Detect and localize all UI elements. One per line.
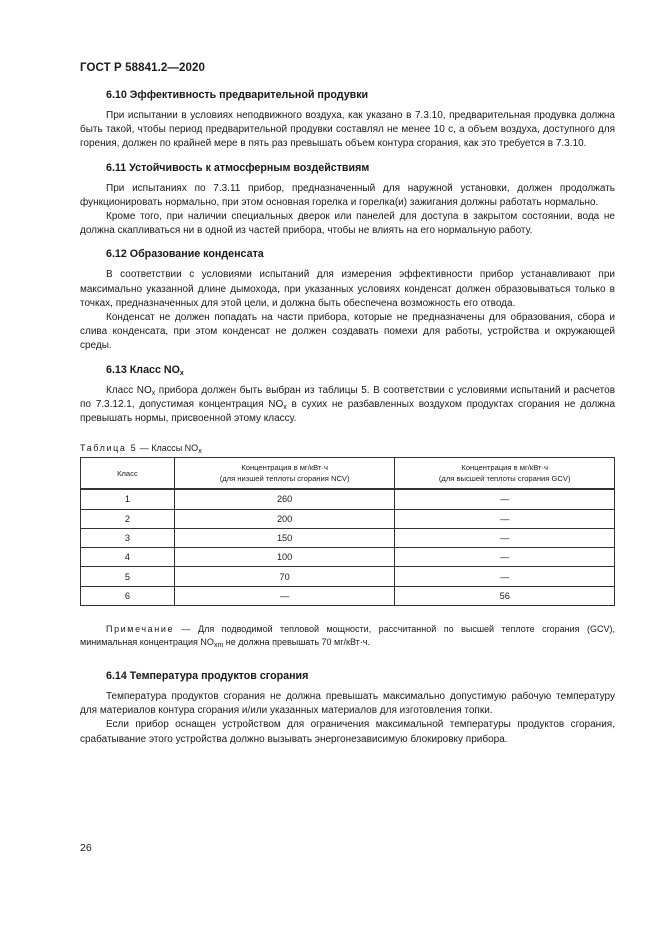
table-row [81, 586, 615, 605]
section-6-10 [80, 88, 615, 152]
column-header-class: Класс [81, 458, 175, 490]
section-heading: 6.12 Образование конденсата [106, 248, 264, 261]
ncv-cell: 70 [174, 567, 395, 586]
section-heading: 6.14 Температура продуктов сгорания [106, 670, 309, 683]
column-header-gcv: Концентрация в мг/кВт·ч (для высшей теплоты сгорания GCV) [395, 458, 615, 490]
table-row [81, 567, 615, 586]
gcv-cell: — [395, 528, 615, 547]
document-header: ГОСТ Р 58841.2—2020 [80, 62, 205, 74]
table-note: Примечание — Для подводимой тепловой мощности, рассчитанной по высшей теплоте сгорания (GCV), минимальная концентрация $NO_{xm}$ не должна превышать 70 мг/кВт·ч. [80, 624, 615, 650]
document-body [80, 88, 615, 756]
column-header-ncv: Концентрация в мг/кВт·ч (для низшей теплоты сгорания NCV) [174, 458, 395, 490]
paragraph: Кроме того, при наличии специальных дверок или панелей для доступа в закрытом состоянии, вода не должна скапливаться ни в одной из частей прибора, чтобы не влиять на его нормальную работу. [80, 211, 615, 237]
gcv-cell: — [395, 567, 615, 586]
gcv-cell: 56 [395, 586, 615, 605]
paragraph: Температура продуктов сгорания не должна превышать максимально допустимую рабочую температуру для материалов контура сгорания и/или указанных материалов для изготовления топки. [80, 691, 615, 717]
class-cell: 4 [81, 548, 175, 567]
ncv-cell: 200 [174, 509, 395, 528]
class-cell: 6 [81, 586, 175, 605]
section-6-12 [80, 247, 615, 353]
ncv-cell: 100 [174, 548, 395, 567]
page-number: 26 [80, 842, 92, 854]
ncv-cell: — [174, 586, 395, 605]
table-caption: Таблица 5 — Классы $NO_x$ [80, 443, 202, 456]
section-heading: 6.11 Устойчивость к атмосферным воздействиям [106, 161, 370, 174]
ncv-cell: 150 [174, 528, 395, 547]
nox-classes-table [80, 457, 615, 606]
gcv-cell: — [395, 509, 615, 528]
table-header-row [81, 458, 615, 490]
gcv-cell: — [395, 548, 615, 567]
paragraph: При испытаниях по 7.3.11 прибор, предназначенный для наружной установки, должен продолжать функционировать нормально, при этом основная горелка и горелка(и) зажигания должны работать нормально. [80, 182, 615, 208]
table-row [81, 489, 615, 509]
paragraph: При испытании в условиях неподвижного воздуха, как указано в 7.3.10, предварительная продувка должна быть такой, чтобы период предварительной продувки составлял не менее 10 с, а объем воздуха, доступного для горения, должен по крайней мере в пять раз превышать объем контура сгорания, как это требуется в 7.3.10. [80, 110, 615, 150]
section-6-14 [80, 669, 615, 747]
section-6-11 [80, 161, 615, 239]
section-heading: 6.10 Эффективность предварительной продувки [106, 89, 369, 101]
section-6-13 [80, 363, 615, 427]
class-cell: 3 [81, 528, 175, 547]
class-cell: 5 [81, 567, 175, 586]
section-heading: 6.13 Класс $NO_x$ [106, 363, 184, 377]
gcv-cell: — [395, 489, 615, 509]
table-row [81, 548, 615, 567]
paragraph: Если прибор оснащен устройством для ограничения максимальной температуры продуктов сгорания, срабатывание этого устройства должно вызывать энергонезависимую блокировку прибора. [80, 719, 615, 745]
table-row [81, 528, 615, 547]
paragraph: Класс $NO_x$ прибора должен быть выбран из таблицы 5. В соответствии с условиями испытаний и расчетов по 7.3.12.1, допустимая концентрация $NO_x$ в сухих не разбавленных воздухом продуктах сгорания не должна превышать нормы, присвоенной этому классу. [80, 384, 616, 425]
class-cell: 1 [81, 489, 175, 509]
ncv-cell: 260 [174, 489, 395, 509]
paragraph: Конденсат не должен попадать на части прибора, которые не предназначены для образования, сбора и слива конденсата, при этом конденсат не должен создавать помехи для работы, устройства и окружающей среды. [80, 312, 615, 352]
table-row [81, 509, 615, 528]
paragraph: В соответствии с условиями испытаний для измерения эффективности прибор устанавливают при максимально указанной длине дымохода, при указанных условиях конденсат должен образовываться только в точках, предназначенных для этой цели, и должна быть обеспечена возможность его отвода. [80, 269, 615, 309]
class-cell: 2 [81, 509, 175, 528]
